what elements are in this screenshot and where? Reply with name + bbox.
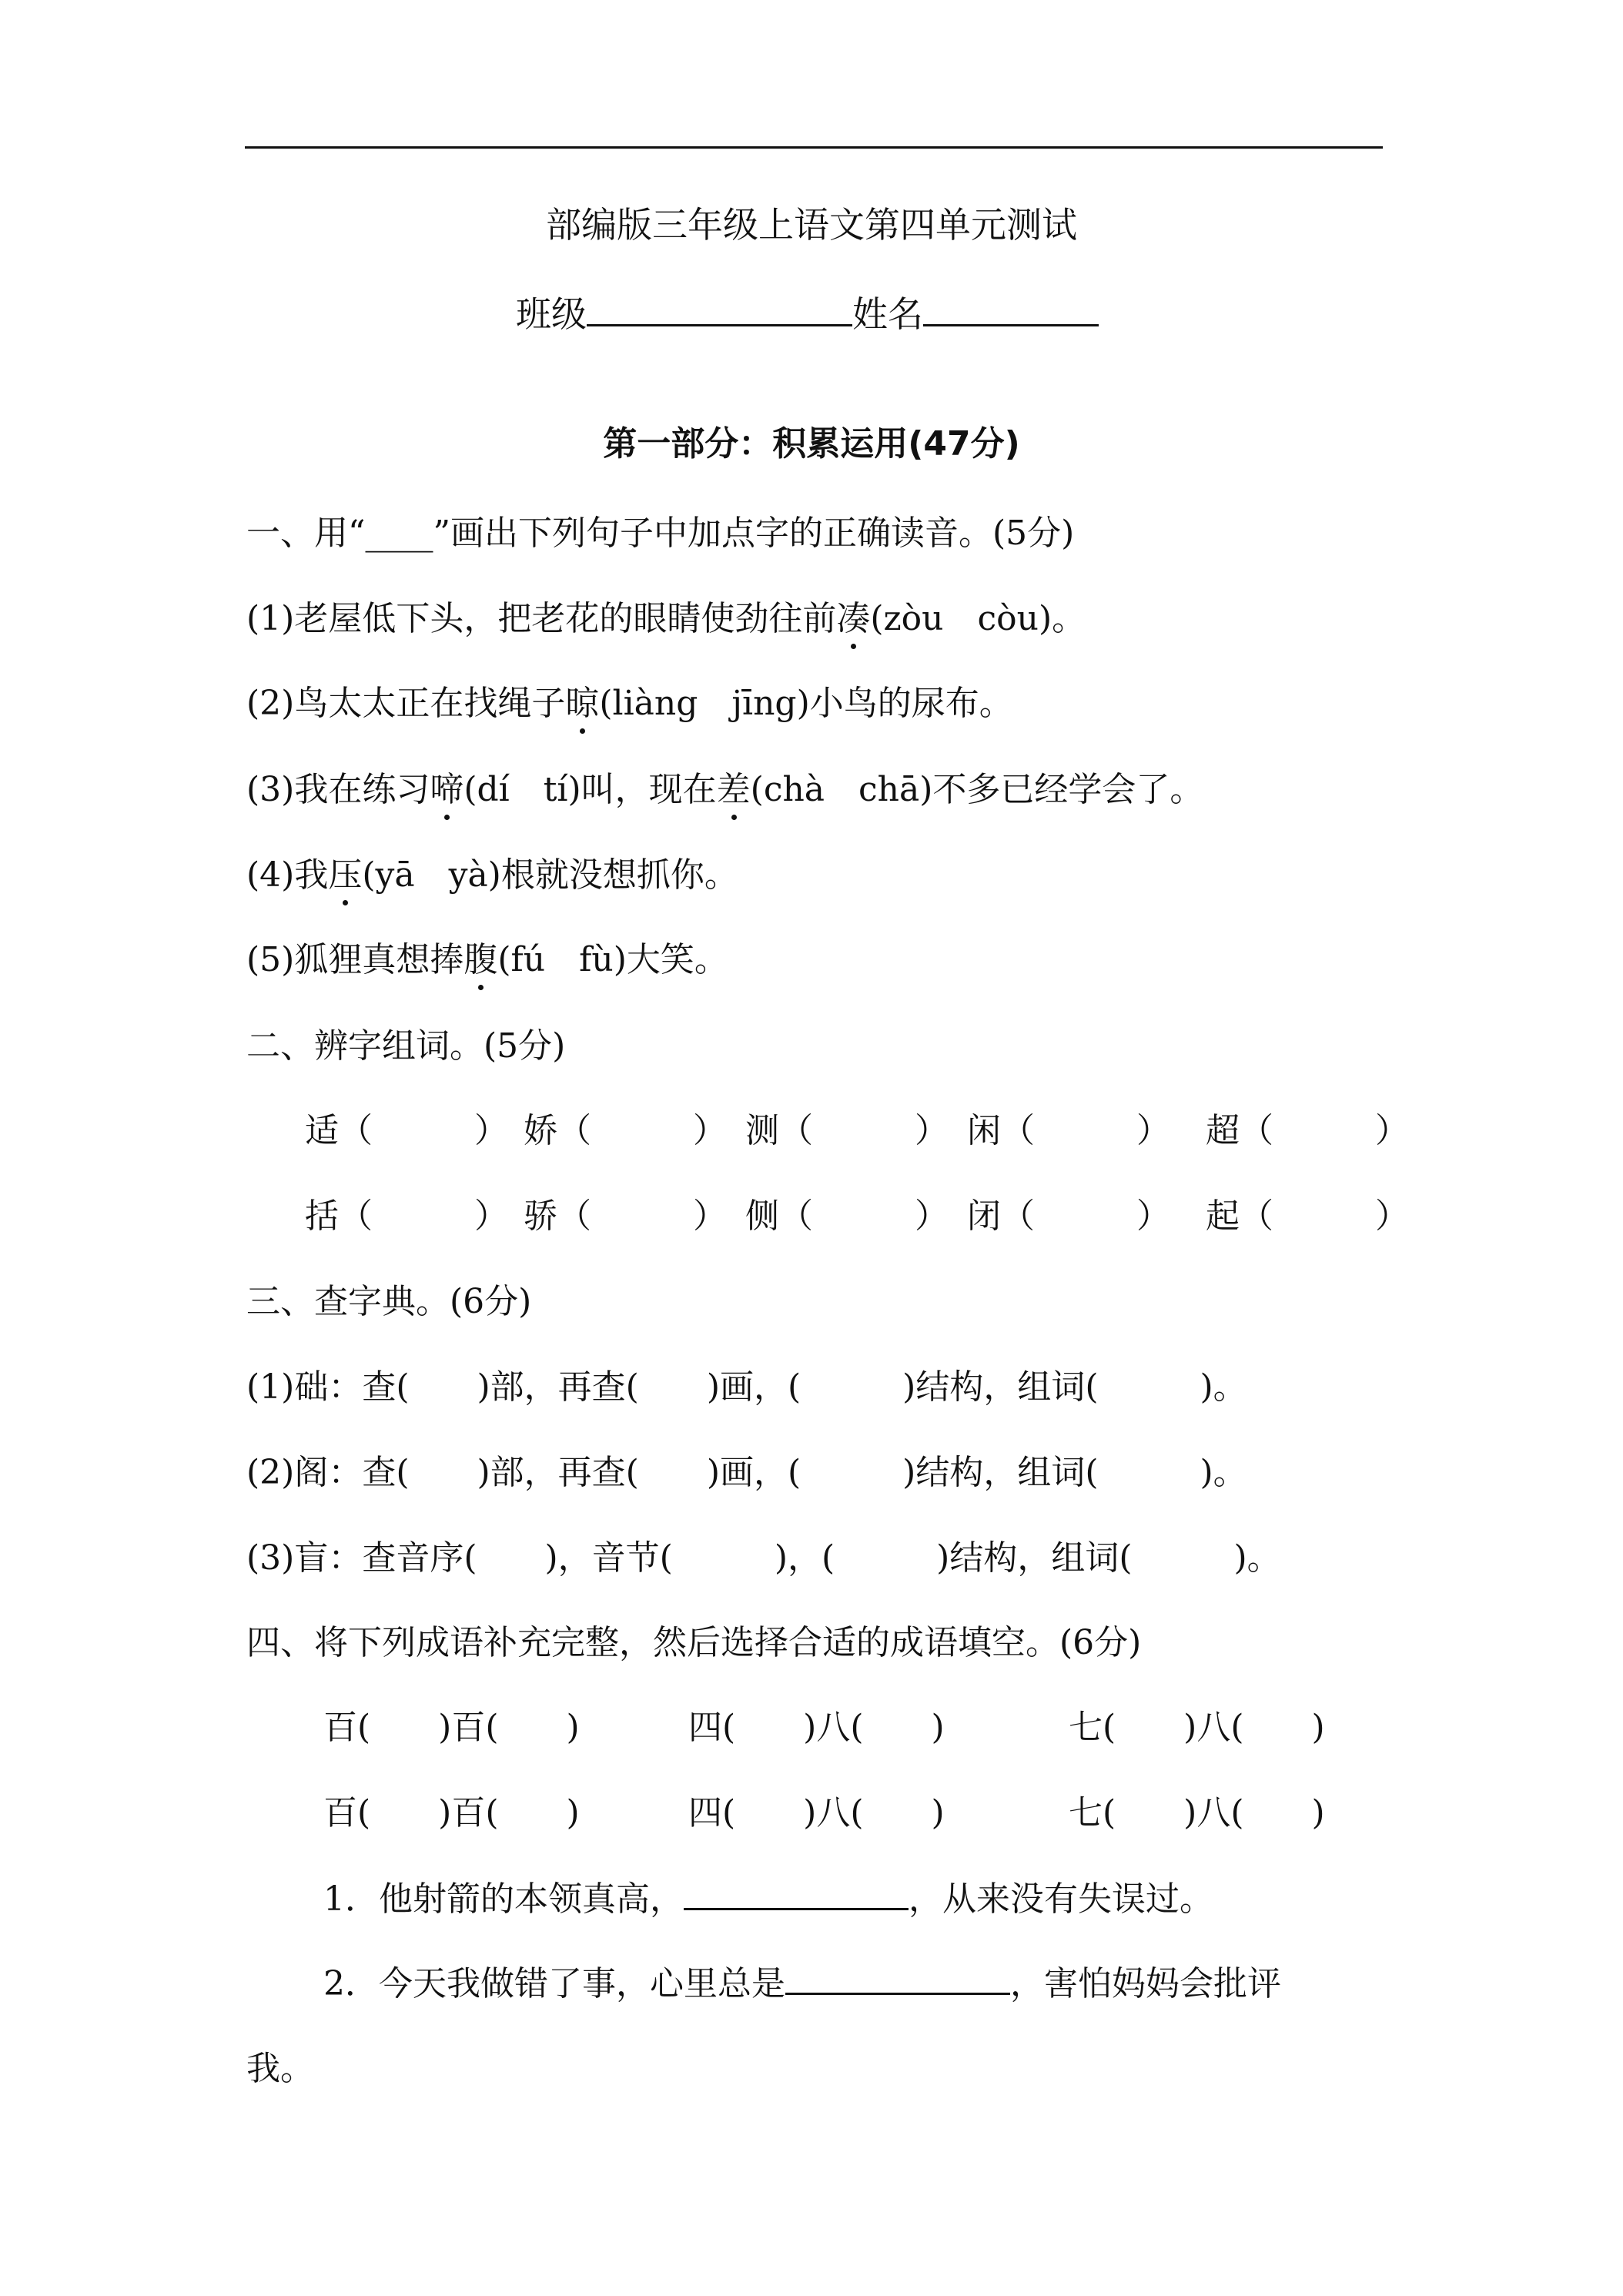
q2-cell[interactable]: 闭（ ） bbox=[967, 1197, 1170, 1236]
q2-cell[interactable]: 起（ ） bbox=[1206, 1197, 1409, 1236]
q1-heading: 一、用“____”画出下列句子中加点字的正确读音。(5分) bbox=[246, 514, 1075, 553]
q2-cell[interactable]: 侧（ ） bbox=[745, 1197, 949, 1236]
q2-cell[interactable]: 括（ ） bbox=[305, 1197, 508, 1236]
class-label: 班级 bbox=[516, 293, 587, 335]
top-rule bbox=[245, 146, 1383, 149]
part1-title: 第一部分：积累运用(47分) bbox=[603, 424, 1020, 464]
q2-cell[interactable]: 娇（ ） bbox=[524, 1111, 727, 1150]
q4-idiom[interactable]: 百( )百( ) bbox=[323, 1708, 580, 1747]
q3-line-3[interactable]: (3)盲：查音序( )，音节( )，( )结构，组词( )。 bbox=[246, 1538, 1281, 1578]
q2-cell[interactable]: 骄（ ） bbox=[524, 1197, 727, 1236]
q1-item-2: (2)鸟太太正在找绳子晾(liàng jīng)小鸟的尿布。 bbox=[246, 675, 1013, 725]
q4-heading: 四、将下列成语补充完整，然后选择合适的成语填空。(6分) bbox=[246, 1623, 1142, 1662]
q4-idiom[interactable]: 七( )八( ) bbox=[1069, 1793, 1325, 1832]
class-blank[interactable] bbox=[587, 289, 852, 326]
q3-line-1[interactable]: (1)础：查( )部，再查( )画，( )结构，组词( )。 bbox=[246, 1367, 1247, 1407]
q2-cell[interactable]: 超（ ） bbox=[1206, 1111, 1409, 1150]
q1-item-5: (5)狐狸真想捧腹(fú fù)大笑。 bbox=[246, 932, 728, 981]
q1-item-4: (4)我压(yā yà)根就没想抓你。 bbox=[246, 847, 738, 896]
q4-sentence-2: 2．今天我做错了事，心里总是 ，害怕妈妈会批评 bbox=[323, 1956, 1281, 2005]
q4-blank-2[interactable] bbox=[785, 1959, 1010, 1995]
student-info bbox=[516, 286, 1099, 337]
name-blank[interactable] bbox=[923, 289, 1099, 326]
q1-item-1: (1)老屋低下头，把老花的眼睛使劲往前凑(zòu còu)。 bbox=[246, 591, 1086, 640]
name-label: 姓名 bbox=[852, 293, 923, 335]
page-title: 部编版三年级上语文第四单元测试 bbox=[546, 204, 1077, 246]
q3-heading: 三、查字典。(6分) bbox=[246, 1282, 532, 1321]
q4-sentence-1: 1．他射箭的本领真高， ，从来没有失误过。 bbox=[323, 1871, 1213, 1920]
q2-cell[interactable]: 测（ ） bbox=[745, 1111, 949, 1150]
q1-item-3: (3)我在练习啼(dí tí)叫，现在差(chà chā)不多已经学会了。 bbox=[246, 761, 1203, 811]
q4-idiom[interactable]: 七( )八( ) bbox=[1069, 1708, 1325, 1747]
q4-idiom[interactable]: 四( )八( ) bbox=[688, 1793, 945, 1832]
q3-line-2[interactable]: (2)阁：查( )部，再查( )画，( )结构，组词( )。 bbox=[246, 1453, 1247, 1492]
q4-idiom[interactable]: 四( )八( ) bbox=[688, 1708, 945, 1747]
q2-cell[interactable]: 闲（ ） bbox=[967, 1111, 1170, 1150]
q4-sentence-2-cont: 我。 bbox=[246, 2049, 314, 2088]
q2-cell[interactable]: 适（ ） bbox=[305, 1111, 508, 1150]
q4-blank-1[interactable] bbox=[684, 1874, 909, 1910]
q2-heading: 二、辨字组词。(5分) bbox=[246, 1026, 566, 1066]
q4-idiom[interactable]: 百( )百( ) bbox=[323, 1793, 580, 1832]
